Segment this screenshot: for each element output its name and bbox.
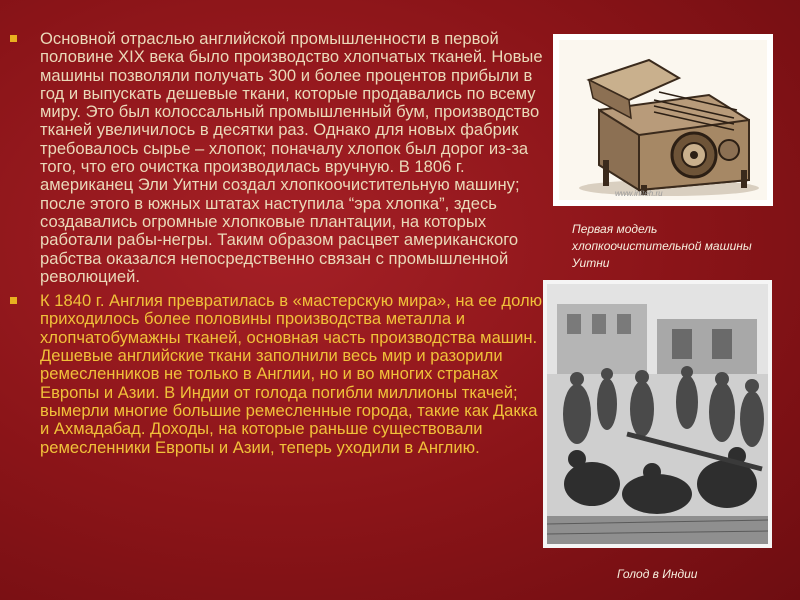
bullet-icon: [10, 35, 17, 42]
paragraph-text: Основной отраслью английской промышленности в первой половине XIX века было производство хлопчатых тканей. Новые машины позволяли получать 300 и более процентов прибыли в год и выпускать дешевые ткани, которые продавались по всему миру. Это был колоссальный промышленный бум, производство тканей увеличилось в десятки раз. Однако для новых фабрик требовалось сырье – хлопок; поначалу хлопок был дорог из-за того, что его очистка производилась вручную. В 1806 г. американец Эли Уитни создал хлопкоочистительную машину; после этого в южных штатах наступила “эра хлопка”, здесь создавались огромные хлопковые плантации, на которых работали рабы-негры. Таким образом расцвет американского рабства оказался непосредственно связан с промышленной революцией.: [40, 29, 543, 286]
famine-caption: Голод в Индии: [617, 567, 698, 581]
image-watermark: www.initeh.ru: [615, 189, 663, 198]
paragraph-workshop-of-world: [10, 292, 545, 457]
cotton-gin-caption: Первая модель хлопкоочистительной машины Уитни: [572, 222, 752, 270]
paragraph-cotton-industry: [10, 30, 545, 286]
cotton-gin-image: [553, 34, 773, 206]
text-column: [10, 30, 545, 463]
bullet-icon: [10, 297, 17, 304]
paragraph-text: К 1840 г. Англия превратилась в «мастерскую мира», на ее долю приходилось более половины производства металла и хлопчатобумажны тканей, основная часть производства машин. Дешевые английские ткани заполнили весь мир и разорили ремесленников не только в Англии, но и во многих странах Европы и Азии. В Индии от голода погибли миллионы ткачей; вымерли многие большие ремесленные города, такие как Дакка и Ахмадабад. Доходы, на которые раньше существовали ремесленники Европы и Азии, теперь уходили в Англию.: [40, 291, 543, 457]
famine-drawing: [547, 284, 768, 544]
cotton-gin-drawing: [559, 40, 767, 200]
famine-image: [543, 280, 772, 548]
